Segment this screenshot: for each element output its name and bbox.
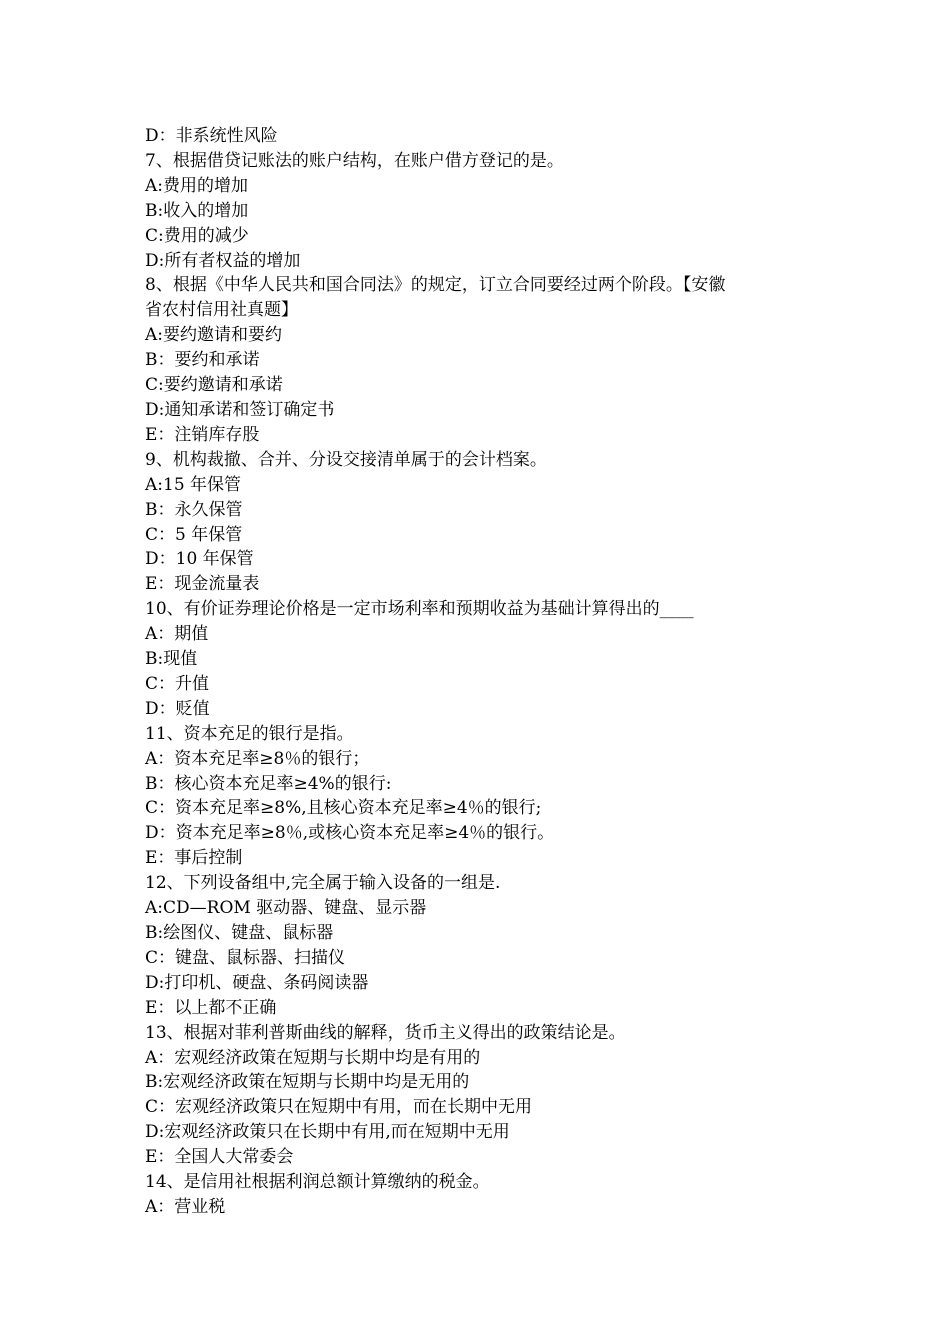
option-a-q11: A：资本充足率≥8％的银行； xyxy=(145,748,370,769)
option-e-q12: E：以上都不正确 xyxy=(145,997,277,1018)
option-b-q11: B：核心资本充足率≥4%的银行: xyxy=(145,773,392,794)
question-8: 8、根据《中华人民共和国合同法》的规定，订立合同要经过两个阶段。【安徽 xyxy=(145,275,726,296)
option-b-q8: B：要约和承诺 xyxy=(145,350,260,371)
option-c-q11: C：资本充足率≥8%,且核心资本充足率≥4％的银行; xyxy=(145,798,542,819)
option-c-q8: C:要约邀请和承诺 xyxy=(145,375,283,396)
option-c-q9: C：5 年保管 xyxy=(145,524,243,545)
option-a-q7: A:费用的增加 xyxy=(145,175,249,196)
option-b-q13: B:宏观经济政策在短期与长期中均是无用的 xyxy=(145,1072,470,1093)
option-e-q9: E：现金流量表 xyxy=(145,574,260,595)
option-d-q10: D：贬值 xyxy=(145,698,210,719)
option-a-q13: A：宏观经济政策在短期与长期中均是有用的 xyxy=(145,1047,481,1068)
option-a-q8: A:要约邀请和要约 xyxy=(145,325,283,346)
question-7: 7、根据借贷记账法的账户结构，在账户借方登记的是。 xyxy=(145,150,564,171)
option-d-q13: D:宏观经济政策只在长期中有用,而在短期中无用 xyxy=(145,1122,510,1143)
option-a-q10: A：期值 xyxy=(145,624,209,645)
option-e-q13: E：全国人大常委会 xyxy=(145,1147,294,1168)
option-b-q9: B：永久保管 xyxy=(145,499,243,520)
option-e-q8: E：注销库存股 xyxy=(145,424,260,445)
option-a-q14: A：营业税 xyxy=(145,1196,226,1217)
option-d-q7: D:所有者权益的增加 xyxy=(145,250,301,271)
question-9: 9、机构裁撤、合并、分设交接清单属于的会计档案。 xyxy=(145,449,547,470)
question-14: 14、是信用社根据利润总额计算缴纳的税金。 xyxy=(145,1172,490,1193)
option-b-q7: B:收入的增加 xyxy=(145,200,249,221)
option-b-q12: B:绘图仪、键盘、鼠标器 xyxy=(145,923,334,943)
option-d-q12: D:打印机、硬盘、条码阅读器 xyxy=(145,972,369,993)
question-12: 12、下列设备组中,完全属于输入设备的一组是. xyxy=(145,873,501,894)
question-11: 11、资本充足的银行是指。 xyxy=(145,723,354,744)
option-b-q10: B:现值 xyxy=(145,649,198,670)
question-13: 13、根据对菲利普斯曲线的解释，货币主义得出的政策结论是。 xyxy=(145,1022,626,1043)
question-10: 10、有价证券理论价格是一定市场利率和预期收益为基础计算得出的____ xyxy=(145,599,694,620)
option-c-q7: C:费用的减少 xyxy=(145,225,249,246)
option-c-q13: C：宏观经济政策只在短期中有用，而在长期中无用 xyxy=(145,1097,533,1118)
option-d-q11: D：资本充足率≥8％,或核心资本充足率≥4％的银行。 xyxy=(145,823,555,844)
option-d-q9: D：10 年保管 xyxy=(145,549,254,570)
option-a-q12: A:CD—ROM 驱动器、键盘、显示器 xyxy=(145,898,427,919)
option-c-q12: C：键盘、鼠标器、扫描仪 xyxy=(145,947,346,968)
option-d-q8: D:通知承诺和签订确定书 xyxy=(145,399,335,420)
document-body xyxy=(145,124,810,1220)
option-e-q11: E：事后控制 xyxy=(145,848,243,869)
question-8-continued: 省农村信用社真题】 xyxy=(145,300,298,321)
option-a-q9: A:15 年保管 xyxy=(145,474,242,495)
option-d-q6: D：非系统性风险 xyxy=(145,126,278,146)
option-c-q10: C：升值 xyxy=(145,673,210,694)
